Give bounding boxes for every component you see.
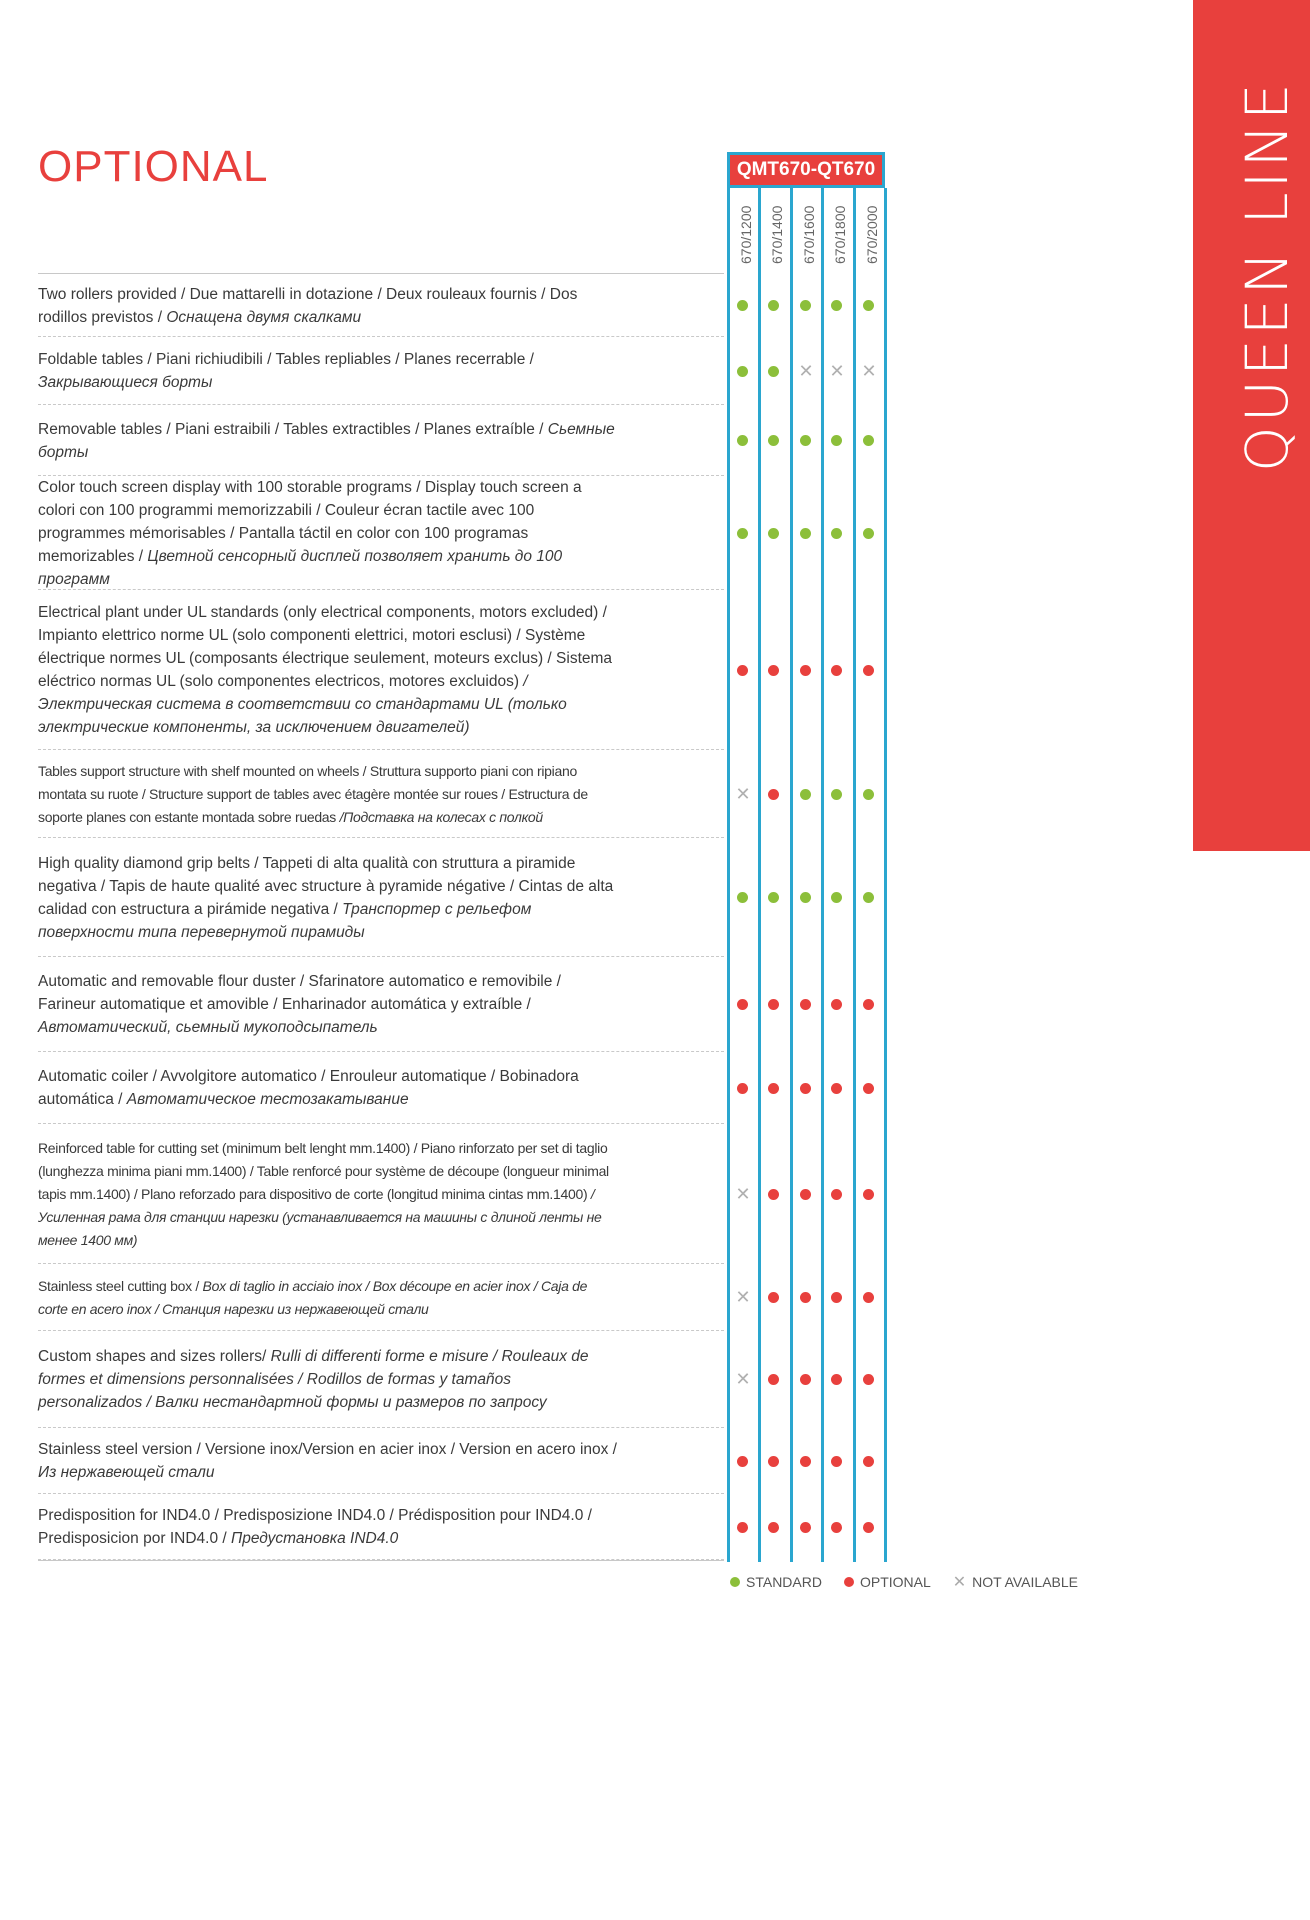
table-row [38,1494,724,1560]
optional-dot-icon [863,1083,874,1094]
column-divider [884,188,887,1562]
column-header [824,188,856,270]
standard-dot-icon [863,789,874,800]
row-text [38,852,618,944]
standard-dot-icon [768,366,779,377]
row-text-main: Two rollers provided / Due mattarelli in dotazione / Deux rouleaux fournis / Dos rodillos previstos / [38,285,578,326]
optional-dot-icon [831,1522,842,1533]
row-text-italic: Из нержавеющей стали [38,1464,215,1481]
standard-dot-icon [768,892,779,903]
optional-dot-icon [737,665,748,676]
standard-dot-icon [831,789,842,800]
table-row [38,476,724,590]
optional-dot-icon [768,1374,779,1385]
footer-rule [38,1560,724,1561]
not-available-cross-icon: ✕ [735,1369,751,1389]
legend-standard [730,1574,822,1590]
standard-dot-icon [737,435,748,446]
optional-dot-icon [800,999,811,1010]
optional-dot-icon [800,665,811,676]
column-divider [758,188,761,1562]
cross-icon: ✕ [952,1574,967,1591]
column-divider [821,188,824,1562]
row-text-main: Reinforced table for cutting set (minimum belt lenght mm.1400) / Piano rinforzato per set di taglio (lunghezza minima piani mm.1400) / Table renforcé pour système de découpe (longueur minimal tapis mm.1400) / Plano reforzado para dispositivo de corte (longitud minima cintas mm.1400) [38,1139,609,1202]
row-text [38,418,618,464]
optional-dot-icon [831,1083,842,1094]
row-description [38,1494,644,1560]
not-available-cross-icon: ✕ [829,360,845,381]
column-label: 670/1800 [832,205,848,264]
not-available-cross-icon: ✕ [861,360,877,381]
row-text-italic: Предустановка IND4.0 [230,1530,399,1547]
column-header [793,188,825,270]
row-text-italic: Закрывающиеся борты [38,374,213,391]
page-title: OPTIONAL [38,142,269,191]
row-text-italic: Автоматическое тестозакатывание [126,1091,409,1108]
row-text-main: Predisposition for IND4.0 / Predisposizione IND4.0 / Prédisposition pour IND4.0 / Predisposicion por IND4.0 / [38,1507,592,1547]
not-available-cross-icon: ✕ [735,1287,751,1307]
optional-dot-icon [800,1083,811,1094]
table-row [38,337,724,405]
optional-dot-icon [768,665,779,676]
row-description [38,1264,644,1331]
column-divider [790,188,793,1562]
table-row [38,1331,724,1428]
column-header [856,188,888,270]
model-header: QMT670-QT670 [727,152,885,188]
row-text-italic: Оснащена двумя скалками [166,308,362,326]
row-text-main: Custom shapes and sizes rollers/ [38,1348,271,1365]
row-text-main: Tables support structure with shelf mounted on wheels / Struttura supporto piani con ripiano montata su ruote / Structure support de tables avec étagère montée sur roues / Estructura de soporte planes con estante montada sobre ruedas [38,762,588,825]
standard-dot-icon [831,892,842,903]
legend-standard-label: STANDARD [746,1574,822,1590]
optional-dot-icon [768,1292,779,1303]
standard-dot-icon [768,528,779,539]
not-available-cross-icon: ✕ [735,1183,751,1204]
row-text-italic: / Электрическая система в соответствии со стандартами UL (только электрические компоненты, за исключением двигателей) [38,673,567,736]
legend-optional-label: OPTIONAL [859,1574,931,1590]
row-description [38,476,644,590]
standard-dot-icon [800,892,811,903]
legend-not-available-label: NOT AVAILABLE [972,1574,1078,1590]
standard-dot-icon [730,1577,740,1587]
optional-dot-icon [800,1456,811,1467]
optional-dot-icon [863,999,874,1010]
standard-dot-icon [737,300,748,311]
optional-dot-icon [768,1189,779,1200]
table-row [38,1428,724,1494]
optional-dot-icon [863,1292,874,1303]
row-description [38,1331,644,1428]
row-text [38,970,618,1039]
standard-dot-icon [737,892,748,903]
column-header [730,188,762,270]
row-text [38,1504,618,1550]
optional-dot-icon [844,1577,854,1587]
optional-dot-icon [831,1189,842,1200]
table-row [38,838,724,957]
row-text-main: Stainless steel cutting box / [38,1277,203,1294]
row-text [38,601,618,739]
standard-dot-icon [800,789,811,800]
optional-dot-icon [863,1189,874,1200]
standard-dot-icon [800,300,811,311]
row-description [38,838,644,957]
standard-dot-icon [737,528,748,539]
row-description [38,405,644,476]
row-text [38,476,618,591]
row-text-italic: / Усиленная рама для станции нарезки (устанавливается на машины с длиной ленты не менее 1400 мм) [38,1185,602,1248]
optional-dot-icon [768,1522,779,1533]
standard-dot-icon [800,435,811,446]
standard-dot-icon [768,300,779,311]
row-text-italic: Сьемные борты [38,420,615,461]
row-text-italic: /Подставка на колесах с полкой [339,808,543,825]
row-text [38,1438,618,1484]
optional-dot-icon [800,1189,811,1200]
row-text-main: High quality diamond grip belts / Tappeti di alta qualità con struttura a piramide negativa / Tapis de haute qualité avec structure à pyramide négative / Cintas de alta calidad con estructura a pirámide negativa / [38,854,614,918]
sidebar-title-text: QUEEN LINE [1233,79,1301,472]
standard-dot-icon [831,435,842,446]
standard-dot-icon [737,366,748,377]
optional-dot-icon [863,665,874,676]
optional-dot-icon [768,1083,779,1094]
not-available-cross-icon: ✕ [798,360,814,381]
optional-dot-icon [831,1292,842,1303]
column-divider [727,188,730,1562]
optional-dot-icon [831,665,842,676]
optional-dot-icon [831,1456,842,1467]
row-text [38,760,618,829]
optional-dot-icon [800,1374,811,1385]
column-label: 670/1600 [801,205,817,264]
standard-dot-icon [831,528,842,539]
table-row [38,1052,724,1124]
row-description [38,590,644,750]
optional-dot-icon [800,1522,811,1533]
standard-dot-icon [800,528,811,539]
row-text-main: Automatic and removable flour duster / Sfarinatore automatico e removibile / Farineur automatique et amovible / Enharinador automática y extraíble / [38,973,561,1013]
row-text-main: Removable tables / Piani estraibili / Tables extractibles / Planes extraíble / [38,420,548,438]
not-available-cross-icon: ✕ [735,783,751,804]
row-text-main: Electrical plant under UL standards (only electrical components, motors excluded) / Impianto elettrico norme UL (solo componenti elettrici, motori esclusi) / Système électrique normes UL (composants électrique seulement, moteurs exclus) / Sistema eléctrico normas UL (solo componentes electricos, motores excluidos) [38,604,613,690]
row-text [38,1275,618,1321]
row-description [38,750,644,838]
column-label: 670/2000 [864,205,880,264]
row-text-italic: Box di taglio in acciaio inox / Box découpe en acier inox / Caja de corte en acero inox / Станция нарезки из нержавеющей стали [38,1277,588,1317]
table-row [38,274,724,337]
legend [730,1572,1078,1592]
row-description [38,1124,644,1264]
optional-dot-icon [737,999,748,1010]
row-text [38,1345,618,1414]
row-description [38,274,644,337]
row-text [38,1065,618,1111]
optional-dot-icon [737,1083,748,1094]
table-row [38,957,724,1052]
row-description [38,1052,644,1124]
row-description [38,957,644,1052]
row-text-italic: Автоматический, сьемный мукоподсыпатель [38,1019,378,1036]
standard-dot-icon [863,528,874,539]
table-row [38,1124,724,1264]
standard-dot-icon [831,300,842,311]
column-label: 670/1200 [738,205,754,264]
row-description [38,337,644,405]
row-text-italic: Транспортер с рельефом поверхности типа перевернутой пирамиды [38,900,532,941]
standard-dot-icon [863,892,874,903]
row-text [38,348,618,394]
row-text [38,283,618,329]
row-text-main: Color touch screen display with 100 storable programs / Display touch screen a colori con 100 programmi memorizzabili / Couleur écran tactile avec 100 programmes mémorisables / Pantalla táctil en color con 100 programas memorizables / [38,478,582,565]
standard-dot-icon [863,300,874,311]
column-divider [853,188,856,1562]
legend-not-available [953,1572,1078,1592]
column-label: 670/1400 [769,205,785,264]
table-row [38,405,724,476]
standard-dot-icon [863,435,874,446]
optional-dot-icon [768,1456,779,1467]
optional-dot-icon [831,1374,842,1385]
table-row [38,590,724,750]
optional-dot-icon [737,1522,748,1533]
optional-dot-icon [768,789,779,800]
optional-dot-icon [831,999,842,1010]
table-row [38,1264,724,1331]
optional-dot-icon [800,1292,811,1303]
optional-dot-icon [737,1456,748,1467]
row-description [38,1428,644,1494]
optional-dot-icon [863,1374,874,1385]
table-row [38,750,724,838]
row-text [38,1137,618,1252]
optional-dot-icon [863,1522,874,1533]
optional-dot-icon [863,1456,874,1467]
row-text-italic: Rulli di differenti forme e misure / Rouleaux de formes et dimensions personnalisées / Rodillos de formas y tamaños personalizados / Валки нестандартной формы и размеров по запросу [38,1348,589,1411]
row-text-italic: Цветной сенсорный дисплей позволяет хранить до 100 программ [38,547,563,588]
column-header [761,188,793,270]
row-text-main: Automatic coiler / Avvolgitore automatico / Enrouleur automatique / Bobinadora automática / [38,1068,579,1108]
row-text-main: Stainless steel version / Versione inox/Version en acier inox / Version en acero inox / [38,1441,617,1458]
optional-dot-icon [768,999,779,1010]
row-text-main: Foldable tables / Piani richiudibili / Tables repliables / Planes recerrable / [38,351,534,368]
legend-optional [844,1574,931,1590]
standard-dot-icon [768,435,779,446]
